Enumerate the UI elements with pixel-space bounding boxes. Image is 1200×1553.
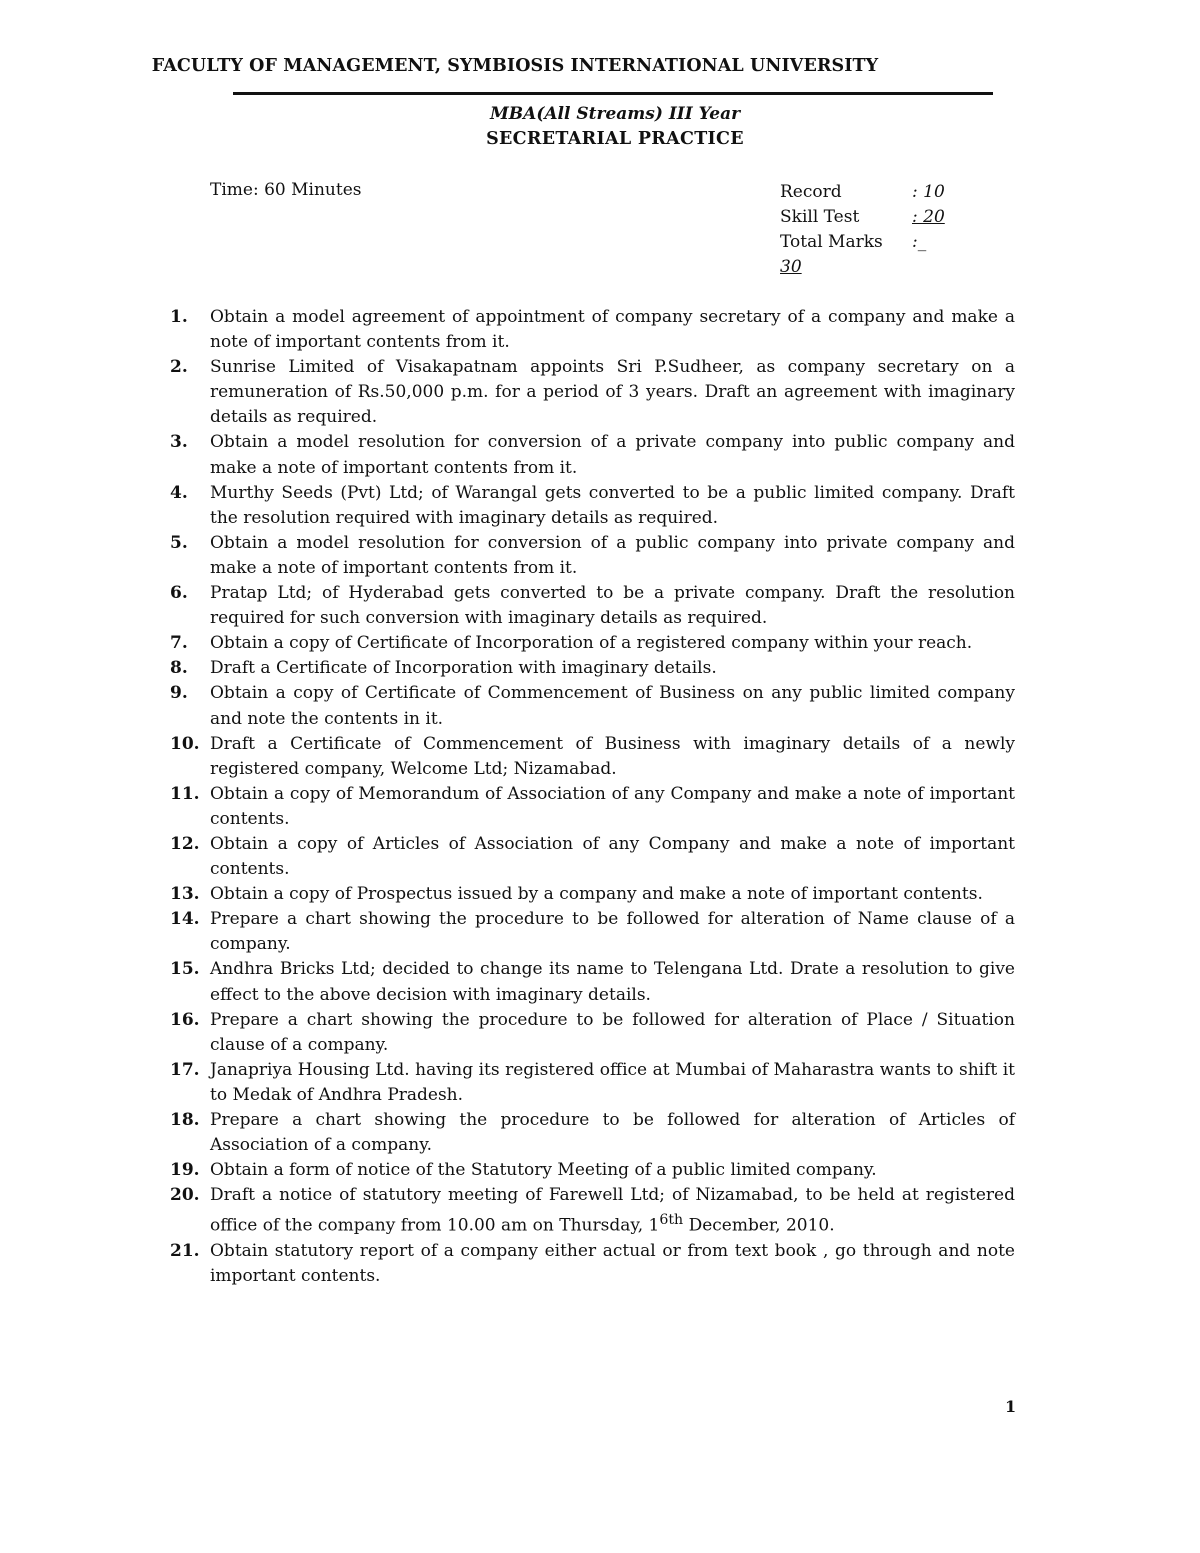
question-number: 4. (170, 482, 188, 503)
question-item (170, 1008, 1015, 1058)
question-text: Obtain a copy of Articles of Association of any Company and make a note of important contents. (210, 833, 1015, 880)
page-number: 1 (1005, 1397, 1017, 1416)
question-text: Draft a Certificate of Commencement of Business with imaginary details of a newly registered company, Welcome Ltd; Nizamabad. (210, 733, 1015, 779)
question-number: 16. (170, 1009, 200, 1030)
question-number: 7. (170, 633, 188, 654)
question-text: Prepare a chart showing the procedure to be followed for alteration of Name clause of a company. (210, 909, 1015, 955)
question-item (170, 1158, 1015, 1183)
question-text: Janapriya Housing Ltd. having its registered office at Mumbai of Maharastra wants to shift it to Medak of Andhra Pradesh. (210, 1059, 1015, 1105)
marks-row-skill (780, 205, 945, 230)
question-text: Sunrise Limited of Visakapatnam appoints Sri P.Sudheer, as company secretary on a remuneration of Rs.50,000 p.m. for a period of 3 years. Draft an agreement with imaginary details as required. (210, 357, 1015, 428)
question-number: 9. (170, 683, 188, 704)
question-number: 21. (170, 1241, 200, 1262)
question-number: 2. (170, 357, 188, 378)
question-number: 12. (170, 833, 200, 854)
question-text: Andhra Bricks Ltd; decided to change its name to Telengana Ltd. Drate a resolution to give effect to the above decision with imaginary details. (210, 959, 1015, 1005)
question-item (170, 531, 1015, 581)
record-value: : 10 (912, 182, 945, 202)
question-text: Obtain a model resolution for conversion of a private company into public company and make a note of important contents from it. (210, 432, 1015, 478)
question-text: Obtain a form of notice of the Statutory Meeting of a public limited company. (210, 1160, 877, 1181)
question-number: 1. (170, 307, 188, 327)
question-text: Prepare a chart showing the procedure to be followed for alteration of Place / Situation clause of a company. (210, 1009, 1015, 1055)
marks-row-total-cont (780, 255, 945, 280)
question-text: Obtain a copy of Memorandum of Association of any Company and make a note of important contents. (210, 783, 1015, 829)
question-item (170, 782, 1015, 832)
question-text: Obtain a model resolution for conversion of a public company into private company and make a note of important contents from it. (210, 532, 1015, 578)
exam-time: Time: 60 Minutes (210, 180, 362, 200)
question-list (170, 305, 1015, 1289)
question-item (170, 681, 1015, 731)
question-text: Obtain a copy of Prospectus issued by a company and make a note of important contents. (210, 884, 983, 905)
question-superscript: 6th (659, 1212, 684, 1229)
question-text: Murthy Seeds (Pvt) Ltd; of Warangal gets converted to be a public limited company. Draft the resolution required with imaginary details as required. (210, 482, 1015, 528)
question-item (170, 907, 1015, 957)
question-text: Obtain a copy of Certificate of Incorporation of a registered company within your reach. (210, 633, 973, 654)
record-label: Record (780, 182, 842, 202)
question-text: Pratap Ltd; of Hyderabad gets converted to be a private company. Draft the resolution required for such conversion with imaginary details as required. (210, 583, 1015, 629)
question-number: 3. (170, 432, 188, 453)
question-number: 15. (170, 959, 200, 980)
question-item (170, 656, 1015, 681)
question-number: 19. (170, 1160, 200, 1181)
question-number: 20. (170, 1185, 200, 1206)
question-item (170, 1108, 1015, 1158)
question-text: Prepare a chart showing the procedure to be followed for alteration of Articles of Association of a company. (210, 1110, 1015, 1156)
question-number: 11. (170, 783, 200, 804)
question-item (170, 481, 1015, 531)
question-item (170, 355, 1015, 430)
question-text: Draft a Certificate of Incorporation with imaginary details. (210, 658, 717, 679)
header-divider (233, 92, 993, 95)
marks-table (780, 180, 945, 280)
question-item (170, 1239, 1015, 1289)
question-number: 18. (170, 1110, 200, 1130)
marks-row-total (780, 230, 945, 255)
question-number: 10. (170, 733, 200, 754)
skill-label: Skill Test (780, 207, 860, 227)
question-text: Obtain statutory report of a company either actual or from text book , go through and note important contents. (210, 1241, 1015, 1287)
question-item (170, 732, 1015, 782)
marks-row-record (780, 180, 945, 205)
question-number: 13. (170, 884, 200, 905)
question-item (170, 832, 1015, 882)
skill-value: : 20 (912, 207, 945, 227)
question-item (170, 305, 1015, 355)
total-value-cont: 30 (780, 257, 802, 277)
subject-title: SECRETARIAL PRACTICE (486, 129, 744, 149)
question-number: 6. (170, 583, 188, 604)
faculty-heading: FACULTY OF MANAGEMENT, SYMBIOSIS INTERNATIONAL UNIVERSITY (151, 56, 879, 76)
question-number: 17. (170, 1059, 200, 1080)
total-label: Total Marks (780, 232, 883, 252)
total-value: :_ (912, 232, 927, 252)
question-number: 5. (170, 532, 188, 553)
question-text: Obtain a model agreement of appointment of company secretary of a company and make a note of important contents from it. (210, 307, 1015, 353)
question-item (170, 1058, 1015, 1108)
question-item (170, 882, 1015, 907)
question-item (170, 957, 1015, 1007)
question-text: Draft a notice of statutory meeting of Farewell Ltd; of Nizamabad, to be held at registered office of the company from 10.00 am on Thursday, 1 (210, 1185, 1015, 1237)
question-item (170, 1183, 1015, 1239)
question-item (170, 631, 1015, 656)
question-text-continued: December, 2010. (683, 1216, 835, 1237)
question-text: Obtain a copy of Certificate of Commencement of Business on any public limited company and note the contents in it. (210, 683, 1015, 729)
question-item (170, 430, 1015, 480)
question-item (170, 581, 1015, 631)
question-number: 14. (170, 909, 200, 930)
question-number: 8. (170, 658, 188, 679)
course-title: MBA(All Streams) III Year (489, 104, 741, 124)
